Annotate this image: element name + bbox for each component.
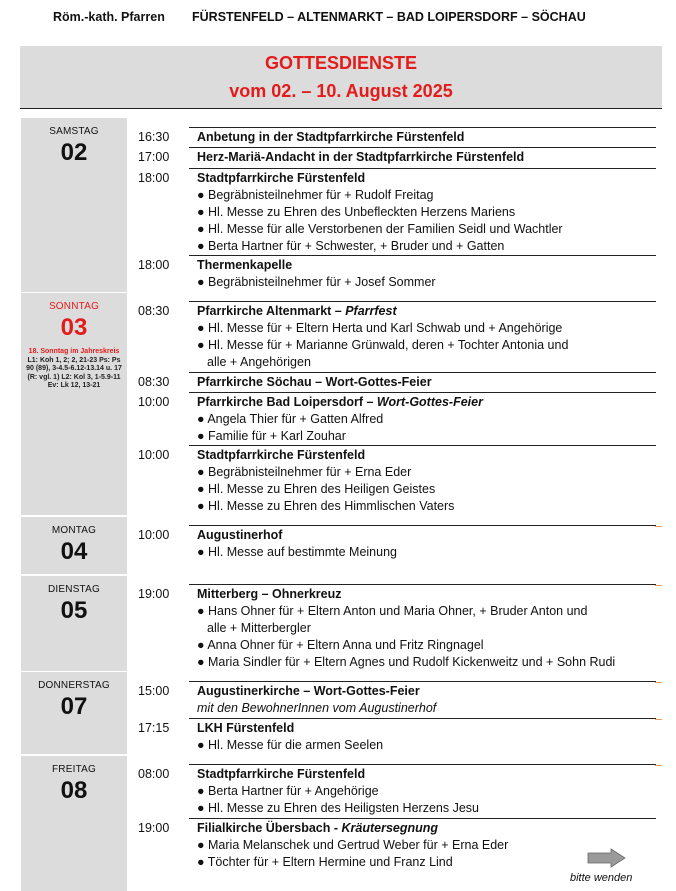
edge-tick [655, 682, 662, 683]
intention-line: ● Hl. Messe für + Marianne Grünwald, deren + Tochter Antonia und [197, 338, 569, 352]
intentions-list [197, 838, 508, 872]
day-name: DONNERSTAG [38, 680, 110, 691]
intention-line: ● Töchter für + Eltern Hermine und Franz Lind [197, 855, 453, 869]
intention-line: ● Begräbnisteilnehmer für + Josef Sommer [197, 275, 436, 289]
intention-line: alle + Angehörigen [207, 355, 311, 369]
liturgy-reading: (R: vgl. 1) L2: Kol 3, 1-5.9-11 [27, 373, 121, 381]
service-time: 08:30 [138, 375, 170, 389]
day-number: 02 [60, 139, 88, 166]
divider [189, 168, 656, 169]
edge-tick [655, 585, 662, 586]
service-location: Filialkirche Übersbach - Kräutersegnung [197, 821, 439, 835]
service-location: LKH Fürstenfeld [197, 721, 295, 735]
day-number: 05 [60, 597, 88, 624]
service-location: Stadtpfarrkirche Fürstenfeld [197, 448, 366, 462]
arrow-right-icon [587, 848, 627, 868]
divider [189, 445, 656, 446]
intentions-list [197, 738, 383, 755]
day-number: 08 [60, 777, 88, 804]
intention-line: ● Berta Hartner für + Schwester, + Bruder und + Gatten [197, 239, 505, 253]
intentions-list [197, 321, 568, 372]
service-location: Anbetung in der Stadtpfarrkirche Fürstenfeld [197, 130, 465, 144]
day-box-donnerstag [21, 672, 127, 754]
day-box-sonntag [21, 293, 127, 515]
day-box-samstag [21, 118, 127, 292]
intention-line: ● Hl. Messe für alle Verstorbenen der Familien Seidl und Wachtler [197, 222, 563, 236]
service-location: Augustinerkirche – Wort-Gottes-Feier [197, 684, 420, 698]
divider [189, 255, 656, 256]
please-turn-over-note: bitte wenden [570, 872, 633, 884]
day-number: 03 [60, 314, 88, 341]
page-title: GOTTESDIENSTE [264, 53, 417, 73]
service-time: 10:00 [138, 395, 170, 409]
service-location: Pfarrkirche Altenmarkt – Pfarrfest [197, 304, 397, 318]
edge-tick [655, 719, 662, 720]
intention-line: ● Maria Melanschek und Gertrud Weber für + Erna Eder [197, 838, 509, 852]
intentions-list [197, 412, 383, 446]
service-location: Pfarrkirche Söchau – Wort-Gottes-Feier [197, 375, 432, 389]
intention-line: ● Anna Ohner für + Eltern Anna und Fritz Ringnagel [197, 638, 484, 652]
day-box-freitag [21, 756, 127, 891]
service-time: 19:00 [138, 821, 170, 835]
intention-line: ● Hl. Messe zu Ehren des Heiligsten Herzens Jesu [197, 801, 479, 815]
service-time: 18:00 [138, 171, 170, 185]
day-name: DIENSTAG [48, 584, 100, 595]
intentions-list [197, 275, 436, 292]
day-name: MONTAG [51, 525, 97, 536]
service-time: 08:00 [138, 767, 170, 781]
date-range: vom 02. – 10. August 2025 [229, 81, 453, 101]
day-name: SONNTAG [48, 301, 100, 312]
day-name: SAMSTAG [49, 126, 99, 137]
intentions-list [197, 545, 397, 562]
service-location: Herz-Mariä-Andacht in der Stadtpfarrkirche Fürstenfeld [197, 150, 525, 164]
liturgy-info [21, 348, 127, 391]
service-time: 16:30 [138, 130, 170, 144]
intentions-list [197, 465, 454, 516]
service-location: Stadtpfarrkirche Fürstenfeld [197, 171, 366, 185]
liturgy-reading: L1: Koh 1, 2; 2, 21-23 Ps: Ps [27, 356, 121, 364]
intention-line: ● Familie für + Karl Zouhar [197, 429, 346, 443]
intention-line: ● Berta Hartner für + Angehörige [197, 784, 379, 798]
edge-tick [655, 765, 662, 766]
intention-line: ● Angela Thier für + Gatten Alfred [197, 412, 384, 426]
service-time: 10:00 [138, 528, 170, 542]
intention-line: ● Hl. Messe für die armen Seelen [197, 738, 384, 752]
day-number: 07 [60, 693, 88, 720]
intention-line: ● Hl. Messe für + Eltern Herta und Karl Schwab und + Angehörige [197, 321, 563, 335]
day-name: FREITAG [52, 764, 96, 775]
day-box-montag [21, 517, 127, 574]
title-box [20, 46, 662, 109]
intention-line: ● Hl. Messe auf bestimmte Meinung [197, 545, 397, 559]
divider [189, 584, 656, 585]
divider [189, 301, 656, 302]
service-location: Augustinerhof [197, 528, 283, 542]
divider [189, 372, 656, 373]
day-number: 04 [60, 538, 88, 565]
intention-line: ● Hl. Messe zu Ehren des Himmlischen Vaters [197, 499, 455, 513]
service-time: 19:00 [138, 587, 170, 601]
intention-line: ● Hans Ohner für + Eltern Anton und Maria Ohner, + Bruder Anton und [197, 604, 588, 618]
service-time: 17:00 [138, 150, 170, 164]
header-parishes-label: Röm.-kath. Pfarren [53, 10, 165, 24]
liturgy-reading: 90 (89), 3-4.5-6.12-13.14 u. 17 [26, 365, 122, 372]
intentions-list [197, 784, 479, 818]
intention-line: ● Maria Sindler für + Eltern Agnes und Rudolf Kickenweitz und + Sohn Rudi [197, 655, 616, 669]
header-locations: FÜRSTENFELD – ALTENMARKT – BAD LOIPERSDORF – SÖCHAU [192, 10, 586, 24]
service-time: 15:00 [138, 684, 170, 698]
service-location: Thermenkapelle [197, 258, 293, 272]
intention-line: mit den BewohnerInnen vom Augustinerhof [197, 701, 437, 715]
intention-line: ● Hl. Messe zu Ehren des Unbefleckten Herzens Mariens [197, 205, 516, 219]
intentions-list [197, 701, 436, 718]
intentions-list [197, 188, 563, 256]
service-time: 08:30 [138, 304, 170, 318]
divider [189, 718, 656, 719]
divider [189, 681, 656, 682]
intention-line: ● Begräbnisteilnehmer für + Erna Eder [197, 465, 412, 479]
service-time: 18:00 [138, 258, 170, 272]
service-location: Stadtpfarrkirche Fürstenfeld [197, 767, 366, 781]
intention-line: alle + Mitterbergler [207, 621, 311, 635]
divider [189, 392, 656, 393]
divider [189, 147, 656, 148]
day-box-dienstag [21, 576, 127, 671]
service-time: 10:00 [138, 448, 170, 462]
service-location: Pfarrkirche Bad Loipersdorf – Wort-Gottes-Feier [197, 395, 483, 409]
intentions-list [197, 604, 615, 672]
liturgy-title: 18. Sonntag im Jahreskreis [28, 348, 120, 355]
divider [189, 818, 656, 819]
divider [189, 764, 656, 765]
divider [189, 525, 656, 526]
intention-line: ● Begräbnisteilnehmer für + Rudolf Freitag [197, 188, 434, 202]
divider [189, 127, 656, 128]
service-location: Mitterberg – Ohnerkreuz [197, 587, 342, 601]
liturgy-reading: Ev: Lk 12, 13-21 [47, 382, 101, 389]
service-time: 17:15 [138, 721, 170, 735]
edge-tick [655, 526, 662, 527]
intention-line: ● Hl. Messe zu Ehren des Heiligen Geistes [197, 482, 436, 496]
